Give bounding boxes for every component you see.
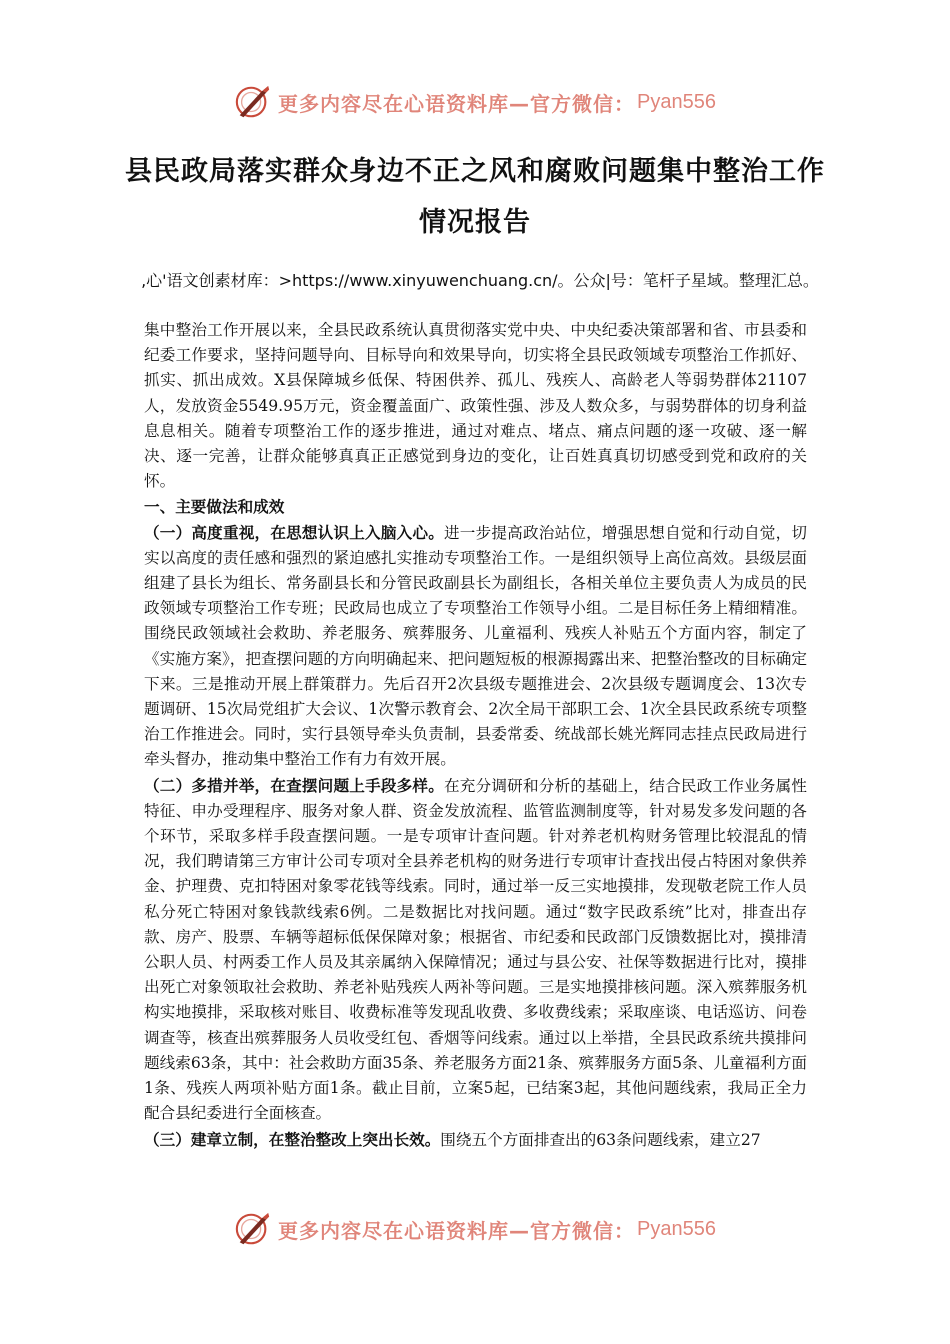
intro-paragraph: 集中整治工作开展以来，全县民政系统认真贯彻落实党中央、中央纪委决策部署和省、市县委和纪委工作要求，坚持问题导向、目标导向和效果导向，切实将全县民政领域专项整治工作抓好、抓实、抓出成效。X县保障城乡低保、特困供养、孤儿、残疾人、高龄老人等弱势群体21107人，发放资金5549.95万元，资金覆盖面广、政策性强、涉及人数众多，与弱势群体的切身利益息息相关。随着专项整治工作的逐步推进，通过对难点、堵点、痛点问题的逐一攻破、逐一解决、逐一完善，让群众能够真真正正感觉到身边的变化，让百姓真真切切感受到党和政府的关怀。 [144,321,807,491]
banner-wechat-id: Pyan556 [637,90,716,113]
paragraph-2-body: 在充分调研和分析的基础上，结合民政工作业务属性特征、申办受理程序、服务对象人群、资金发放流程、监管监测制度等，针对易发多发问题的各个环节，采取多样手段查摆问题。一是专项审计查问题。针对养老机构财务管理比较混乱的情况，我们聘请第三方审计公司专项对全县养老机构的财务进行专项审计查找出侵占特困对象供养金、护理费、克扣特困对象零花钱等线索。同时，通过举一反三实地摸排，发现敬老院工作人员私分死亡特困对象钱款线索6例。二是数据比对找问题。通过“数字民政系统”比对，排查出存款、房产、股票、车辆等超标低保保障对象；根据省、市纪委和民政部门反馈数据比对，摸排清公职人员、村两委工作人员及其亲属纳入保障情况；通过与县公安、社保等数据进行比对，摸排出死亡对象领取社会救助、养老补贴残疾人两补等问题。三是实地摸排核问题。深入殡葬服务机构实地摸排，采取核对账目、收费标准等发现乱收费、多收费线索；采取座谈、电话巡访、问卷调查等，核查出殡葬服务人员收受红包、香烟等问线索。通过以上举措，全县民政系统共摸排问题线索63条，其中：社会救助方面35条、养老服务方面21条、殡葬服务方面5条、儿童福利方面1条、残疾人两项补贴方面1条。截止目前，立案5起，已结案3起，其他问题线索，我局正全力配合县纪委进行全面核查。 [144,776,807,1123]
footer-banner [0,1207,950,1251]
paragraph-2-lead: （二）多措并举，在查摆问题上手段多样。 [144,775,445,795]
source-line: ,心'语文创素材库：>https://www.xinyuwenchuang.cn/。公众|号：笔杆子星域。整理汇总。 [141,271,819,290]
paragraph-1-lead: （一）高度重视，在思想认识上入脑入心。 [144,522,445,542]
banner-slogan: 更多内容尽在心语资料库—官方微信： [278,91,636,116]
banner-wechat-id: Pyan556 [637,1217,716,1240]
paragraph-3-body: 围绕五个方面排查出的63条问题线索，建立27 [440,1130,761,1149]
document-title: 县民政局落实群众身边不正之风和腐败问题集中整治工作情况报告 [125,156,825,238]
paragraph-1-body: 进一步提高政治站位，增强思想自觉和行动自觉，切实以高度的责任感和强烈的紧迫感扎实推动专项整治工作。一是组织领导上高位高效。县级层面组建了县长为组长、常务副县长和分管民政副县长为副组长，各相关单位主要负责人为成员的民政领域专项整治工作专班；民政局也成立了专项整治工作领导小组。二是目标任务上精细精准。围绕民政领域社会救助、养老服务、殡葬服务、儿童福利、残疾人补贴五个方面内容，制定了《实施方案》，把查摆问题的方向明确起来、把问题短板的根源揭露出来、把整治整改的目标确定下来。三是推动开展上群策群力。先后召开2次县级专题推进会、2次县级专题调度会、13次专题调研、15次局党组扩大会议、1次警示教育会、2次全局干部职工会、1次全县民政系统专项整治工作推进会。同时，实行县领导牵头负责制，县委常委、统战部长姚光辉同志挂点民政局进行牵头督办，推动集中整治工作有力有效开展。 [144,523,807,769]
brush-logo-icon [234,83,272,121]
paragraph-2 [144,773,807,1127]
section-heading: 一、主要做法和成效 [144,497,285,517]
banner-slogan: 更多内容尽在心语资料库—官方微信： [278,1218,636,1243]
paragraph-3 [144,1127,807,1153]
paragraph-1 [144,520,807,773]
document-body [144,318,807,1153]
brush-logo-icon [234,1210,272,1248]
paragraph-3-lead: （三）建章立制，在整治整改上突出长效。 [144,1129,441,1149]
header-banner [0,80,950,124]
